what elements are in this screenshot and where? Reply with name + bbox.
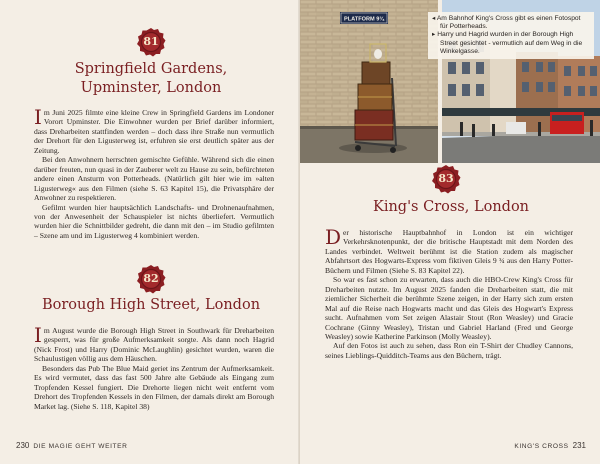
caption-line-borough: ▸ Harry und Hagrid wurden in der Borough High Street gesichtet - vermutlich auf dem Weg in die Winkelgasse. (432, 31, 583, 55)
paragraph: Der historische Hauptbahnhof in London ist ein wichtiger Verkehrsknotenpunkt, der die britische Hauptstadt mit dem Norden des Landes verbindet. Weltweit berühmt ist die Station zudem als magischer Abfahrtsort des Hogwarts-Express vom fiktiven Gleis 9 ¾ aus den Harry Potter-Büchern und Filmen (Siehe S. 83 Kapitel 22). (325, 225, 573, 275)
platform-sign-text: PLATFORM 9¾ (344, 16, 384, 23)
title-line-2: Upminster, London (80, 80, 222, 96)
footer-right (514, 441, 586, 450)
photo-caption (428, 12, 594, 59)
wax-seal-81 (136, 27, 166, 57)
running-head: DIE MAGIE GEHT WEITER (33, 443, 128, 450)
drop-cap: D (325, 225, 342, 249)
footer-left (16, 441, 128, 450)
paragraph: Gefilmt wurden hier hauptsächlich Landschafts- und Drohnenaufnahmen, von der Anwesenheit der Schauspieler ist nichts überliefert. Vermutlich wurden hier die Schnittbilder gedreht, die dann mit den – im Studio gefilmten – Szene am und im Ligusterweg 4 kombiniert werden. (34, 202, 274, 240)
article-kings-cross (325, 225, 573, 360)
article-borough (34, 323, 274, 411)
section-title-kings-cross: King's Cross, London (372, 199, 530, 215)
article-springfield (34, 105, 274, 240)
section-number: 82 (143, 272, 159, 285)
photo-platform-trolley (300, 0, 438, 163)
paragraph: Auf den Fotos ist auch zu sehen, dass Ron ein T-Shirt der Chudley Cannons, seines Lieblings-Quidditch-Teams aus den Büchern, trägt. (325, 341, 573, 360)
drop-cap: I (34, 105, 42, 129)
wax-seal-83 (431, 164, 461, 194)
wax-seal-82 (136, 264, 166, 294)
platform-photo-image (300, 0, 438, 163)
running-head: KING'S CROSS (514, 443, 569, 450)
page-number: 230 (16, 441, 30, 450)
paragraph: Im Juni 2025 filmte eine kleine Crew in Springfield Gardens im Londoner Vorort Upminster. Die Einwohner wurden per Brief darüber informiert, dass Dreharbeiten stattfinden werden – doch dass ihre Straße nun vermutlich der Drehort für den Ligusterweg ist, erfuhren sie erst deutlich später aus der Zeitung. (34, 105, 274, 155)
title-line-1: Springfield Gardens, (74, 61, 228, 77)
drop-cap: I (34, 323, 42, 347)
section-title-borough: Borough High Street, London (41, 297, 261, 313)
paragraph: Bei den Anwohnern herrschten gemischte Gefühle. Während sich die einen darüber freuten, nun quasi in der Zauberer welt zu Hause zu sein, befürchteten andere einen Ansturm von Potterheads. (Natürlich gilt hier wie im »alten Ligusterweg« aus den Filmen (siehe S. 63 Kapitel 15), die Privatsphäre der Anwohner zu respektieren. (34, 155, 274, 203)
section-number: 83 (438, 172, 454, 185)
paragraph: So war es fast schon zu erwarten, dass auch die HBO-Crew King's Cross für Dreharbeiten nutzte. Im August 2025 fanden die Dreharbeiten statt, die mit ziemlicher Sicherheit die berühmte Szene zeigen, in der Harry sich zum ersten Mal auf die Reise nach Hogwarts macht und das Gleis des Hogwart's Express sucht. Aufnahmen vom Set zeigen Alastair Stout (Ron Weasley) und Gracie Cochrane (Ginny Weasley), Tristan und Gabriel Harland (Fred und George Weasley) sowie Katherine Parkinson (Molly Weasley). (325, 275, 573, 341)
page-number: 231 (572, 441, 586, 450)
section-title-springfield (20, 60, 282, 98)
paragraph: Im August wurde die Borough High Street in Southwark für Dreharbeiten gesperrt, was für große Aufmerksamkeit sorgte. Als dann noch Hagrid (Nick Frost) und Harry (Dominic McLaughlin) gesichtet wurden, waren die Schaulustigen völlig aus dem Häuschen. (34, 323, 274, 364)
right-page (300, 0, 600, 464)
paragraph: Besonders das Pub The Blue Maid geriet ins Zentrum der Aufmerksamkeit. Es wird vermutet, dass das fast 500 Jahre alte Gebäude als Eingang zum Tropfenden Kessel fungiert. Die Drehorte liegen nicht weit entfernt vom Drehort des Tropfenden Kessels in den Filmen, der damals direkt am Borough Market lag. (Siehe S. 118, Kapitel 38) (34, 363, 274, 411)
caption-line-platform: ◂ Am Bahnhof King's Cross gibt es einen Fotospot für Potterheads. (432, 15, 581, 31)
section-number: 81 (143, 35, 159, 48)
